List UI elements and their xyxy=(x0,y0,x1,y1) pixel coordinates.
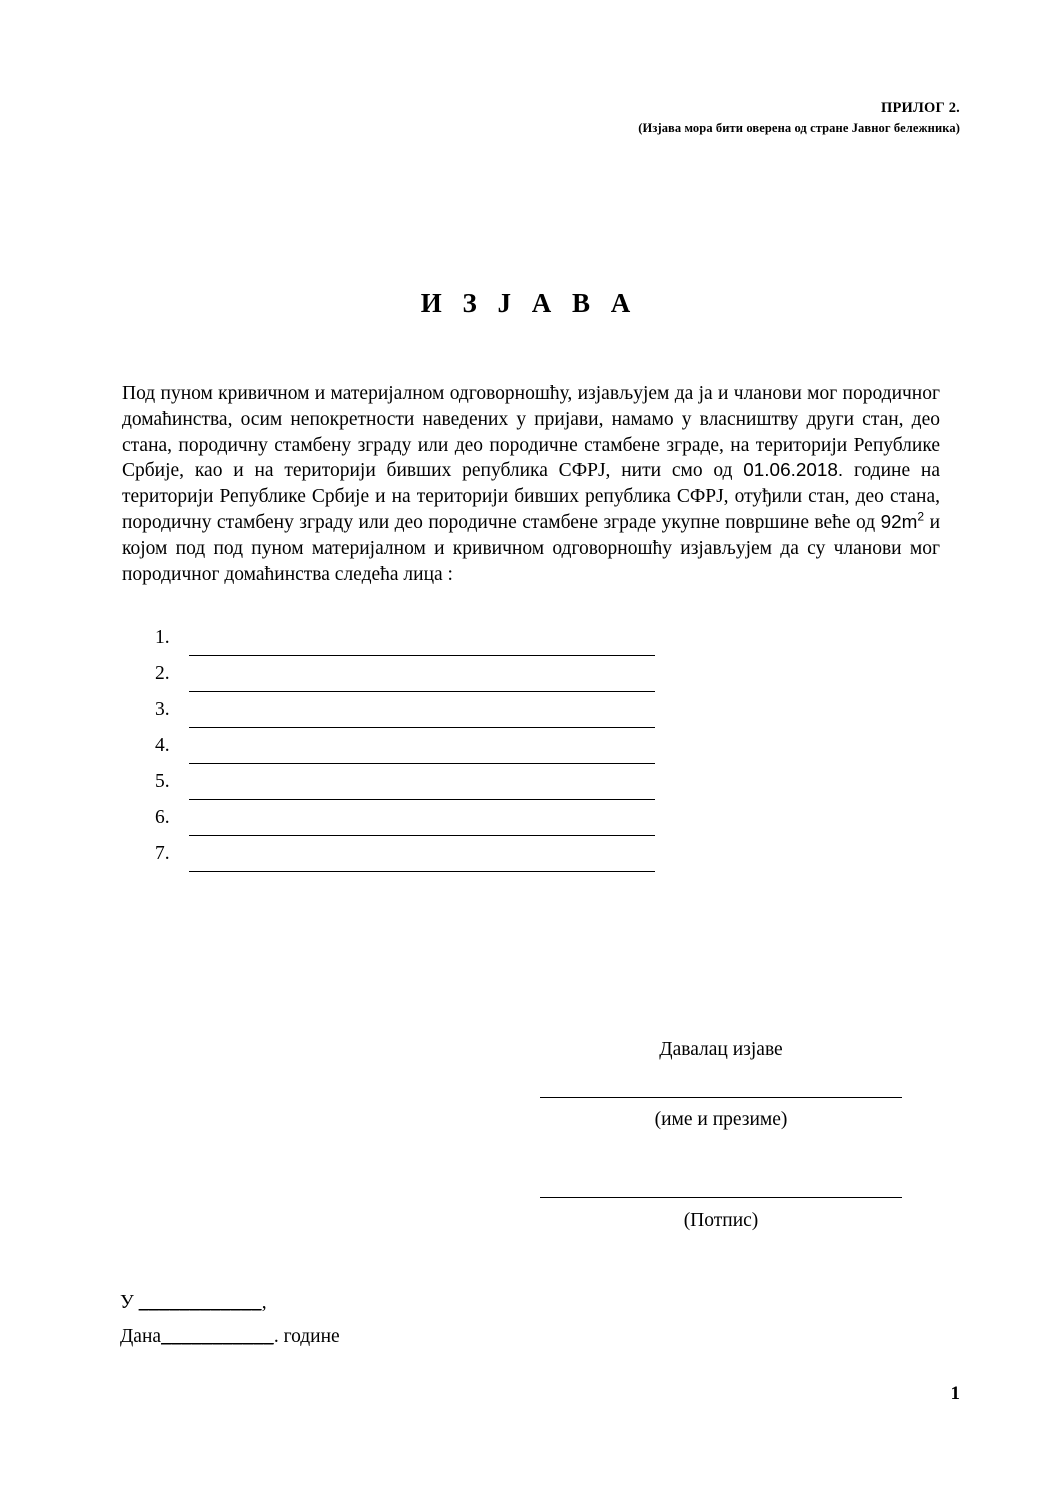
list-item-blank-line[interactable] xyxy=(189,871,655,872)
signature-line[interactable] xyxy=(540,1197,902,1198)
list-item xyxy=(155,663,655,699)
declaration-text-part-2: године на територији Републике Србије и на територији бивших република СФРЈ, отуђили стан, део стана, породичну стамбену зграду или део породичне стамбене зграде укупне површине веће од xyxy=(122,460,940,533)
declaration-area-exponent: 2 xyxy=(917,509,925,524)
list-item-blank-line[interactable] xyxy=(189,799,655,800)
notarization-notice: (Изјава мора бити оверена од стране Јавног бележника) xyxy=(638,121,960,136)
annex-label: ПРИЛОГ 2. xyxy=(880,100,960,116)
declarant-label: Давалац изјаве xyxy=(659,1039,783,1060)
document-header xyxy=(638,98,960,137)
declaration-body xyxy=(122,381,940,587)
place-prefix: У xyxy=(120,1292,139,1313)
list-item-number: 7. xyxy=(155,843,170,864)
signature-block xyxy=(540,1036,902,1232)
list-item-number: 3. xyxy=(155,699,170,720)
list-item-blank-line[interactable] xyxy=(189,835,655,836)
name-signature-line[interactable] xyxy=(540,1097,902,1098)
place-input-blank[interactable]: ____________ xyxy=(138,1292,262,1313)
list-item-number: 5. xyxy=(155,771,170,792)
name-caption: (име и презиме) xyxy=(654,1109,788,1131)
date-prefix: Дана xyxy=(120,1326,162,1347)
date-suffix: . године xyxy=(273,1326,340,1347)
list-item-number: 4. xyxy=(155,735,170,756)
list-item-blank-line[interactable] xyxy=(189,763,655,764)
list-item xyxy=(155,735,655,771)
date-line xyxy=(120,1320,340,1354)
declaration-area-value: 92m xyxy=(880,511,918,533)
list-item-number: 1. xyxy=(155,627,170,648)
list-item-number: 2. xyxy=(155,663,170,684)
declaration-paragraph xyxy=(122,381,940,587)
list-item-blank-line[interactable] xyxy=(189,691,655,692)
page-number: 1 xyxy=(950,1383,960,1404)
household-members-list xyxy=(155,627,655,879)
declaration-date-value: 01.06.2018. xyxy=(743,460,844,482)
list-item xyxy=(155,699,655,735)
page-title: И З Ј А В А xyxy=(420,288,638,318)
list-item xyxy=(155,627,655,663)
list-item xyxy=(155,771,655,807)
declaration-text-part-1: Под пуном кривичном и материјалном одговорношћу, изјављујем да ја и чланови мог породичног домаћинства, осим непокретности наведених у пријави, намамо у власништву други стан, део стана, породичну стамбену зграду или део породичне стамбене зграде, на територији Републике Србије, као и на територији бивших република СФРЈ, нити смо од xyxy=(122,383,940,482)
declaration-text-part-3: и којом под под пуном материјалном и кривичном одговорношћу изјављујем да су чланови мог породичног домаћинства следећа лица : xyxy=(122,511,940,585)
list-item-blank-line[interactable] xyxy=(189,727,655,728)
place-line xyxy=(120,1286,340,1320)
list-item-number: 6. xyxy=(155,807,170,828)
list-item xyxy=(155,807,655,843)
place-date-block xyxy=(120,1286,340,1354)
list-item xyxy=(155,843,655,879)
date-input-blank[interactable]: ___________ xyxy=(161,1326,274,1347)
place-suffix: , xyxy=(261,1292,267,1313)
signature-caption: (Потпис) xyxy=(683,1210,759,1232)
list-item-blank-line[interactable] xyxy=(189,655,655,656)
